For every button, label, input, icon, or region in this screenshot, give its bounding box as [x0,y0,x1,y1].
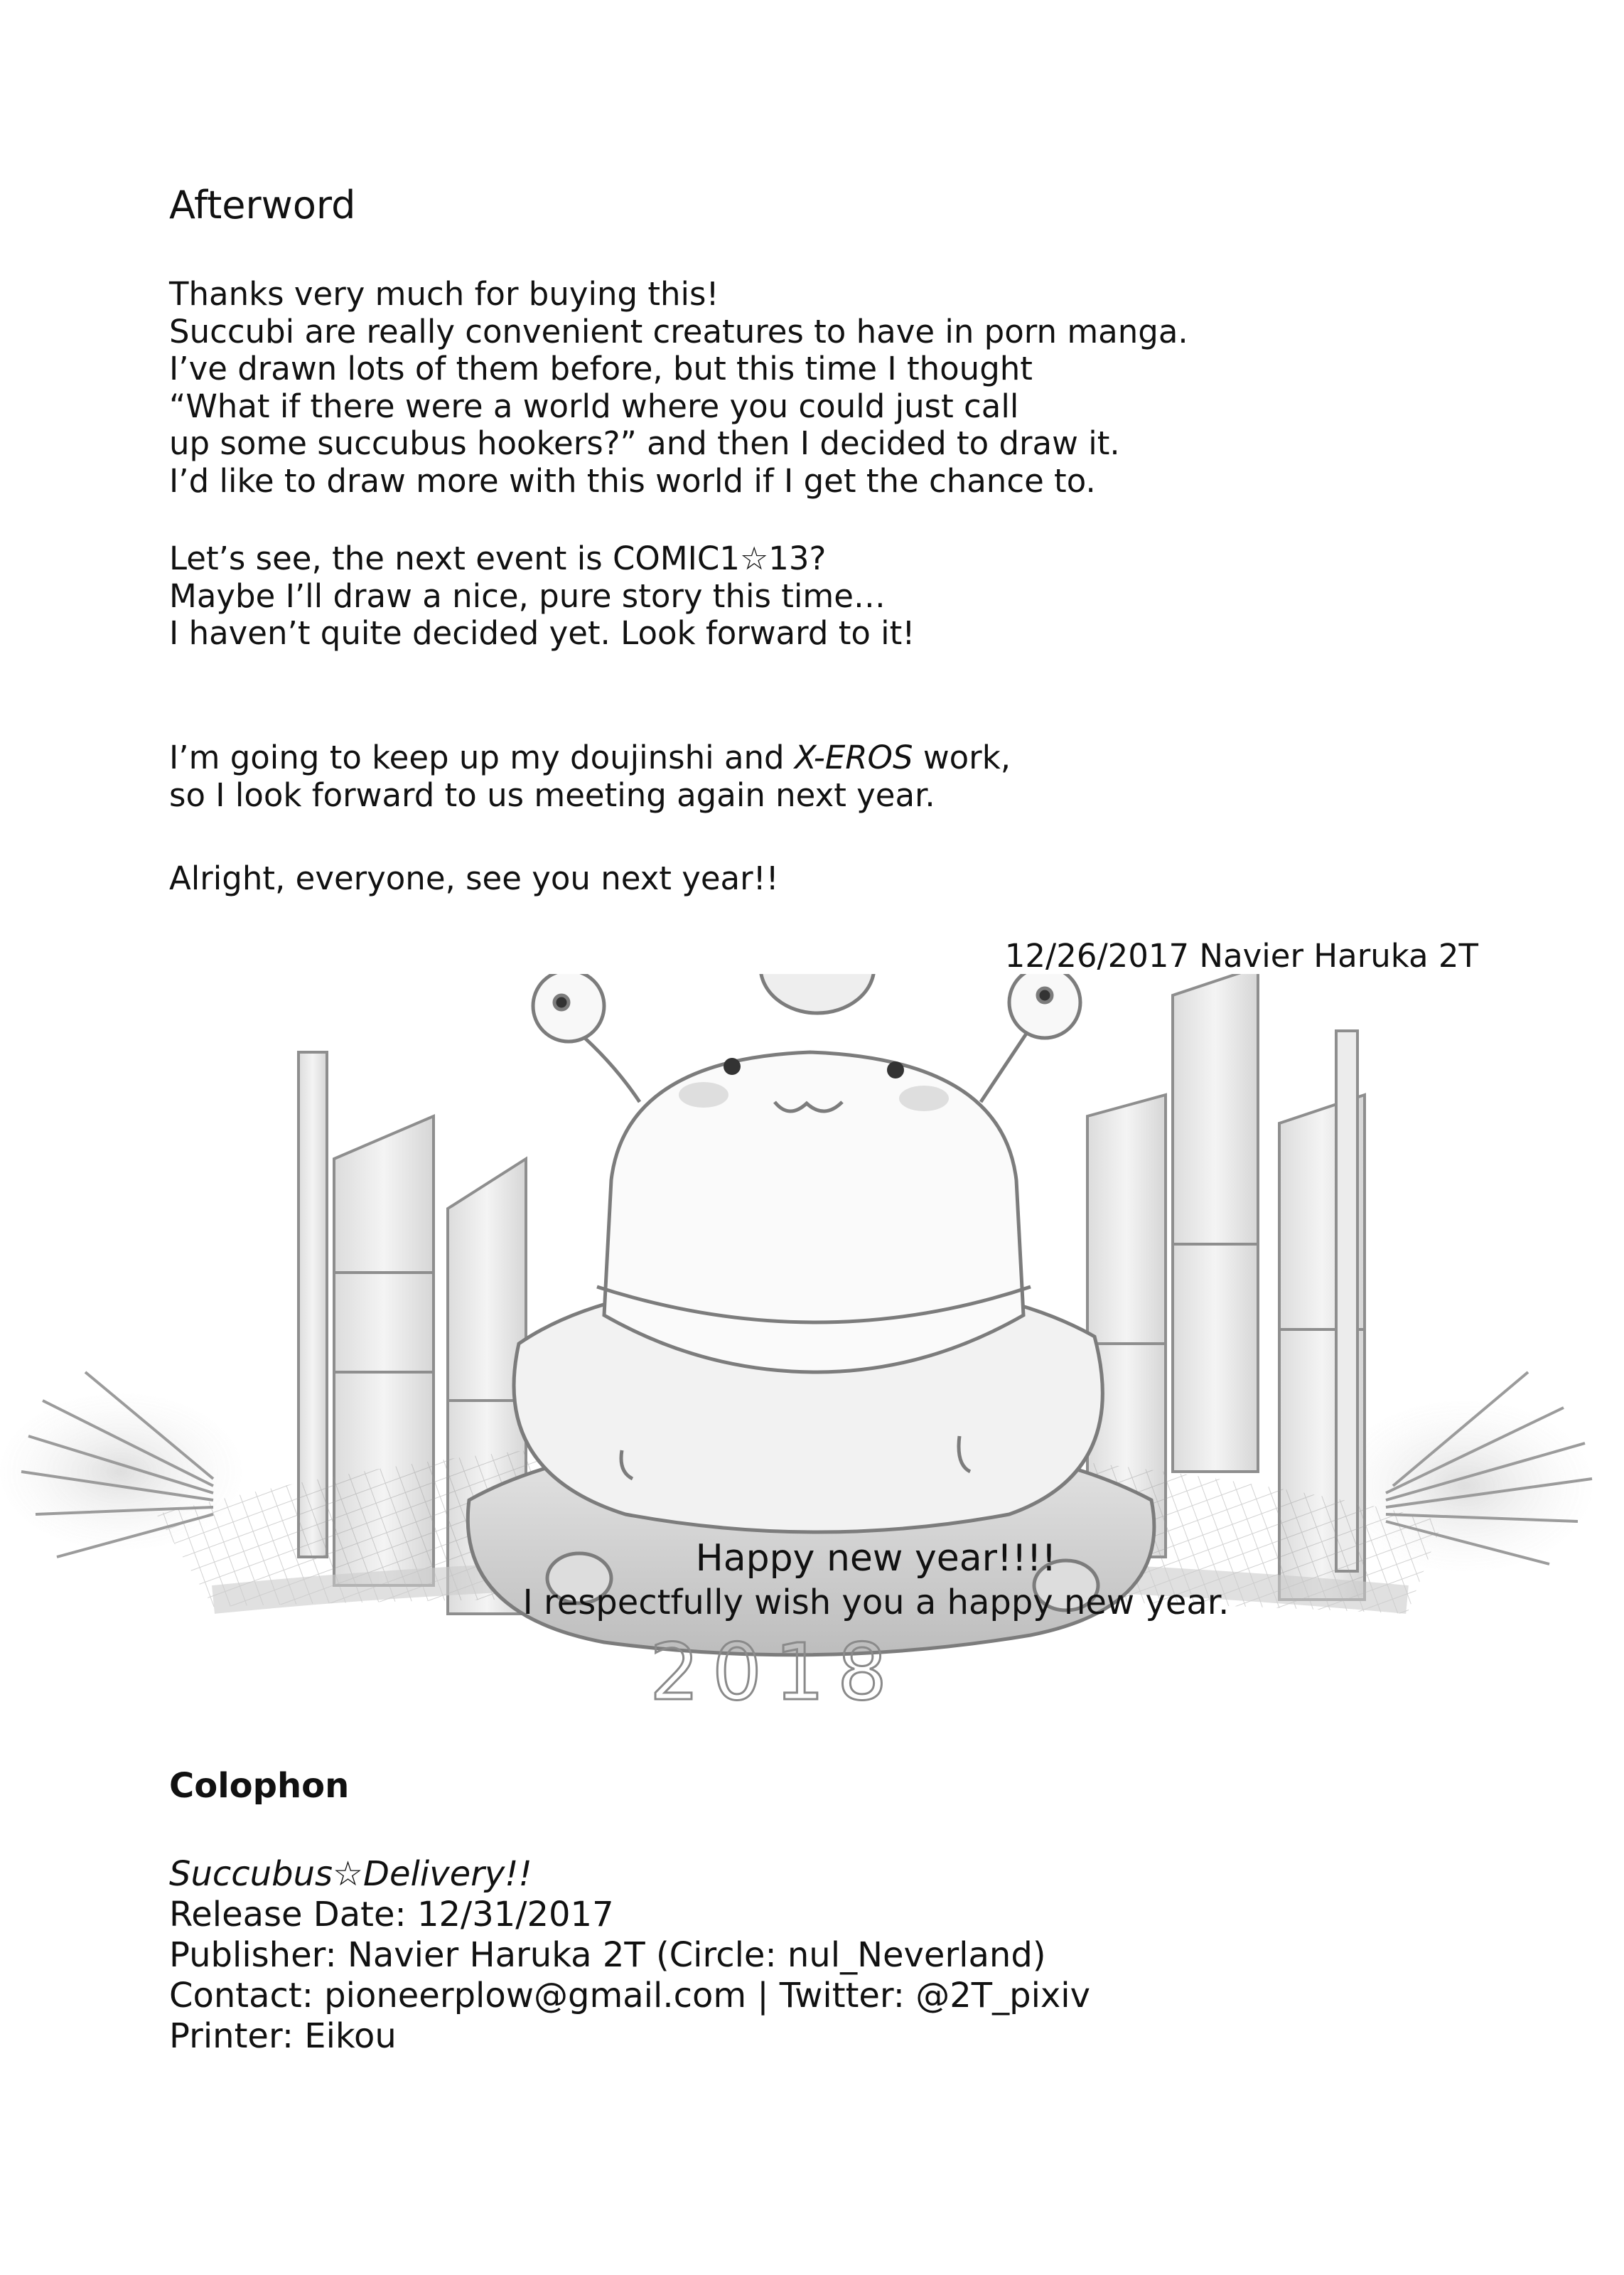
text-line: “What if there were a world where you could just call [169,387,1019,425]
text-span: work, [913,739,1011,776]
afterword-signature: 12/26/2017 Navier Haruka 2T [1004,937,1478,975]
work-title: Succubus☆Delivery!! [169,1854,532,1894]
magazine-title: X-EROS [794,739,913,776]
contact: Contact: pioneerplow@gmail.com | Twitter: @2T_pixiv [169,1976,1091,2016]
afterword-paragraph-3 [169,739,1011,814]
greeting-sub: I respectfully wish you a happy new year. [522,1583,1230,1622]
new-year-illustration [0,974,1624,1841]
publisher: Publisher: Navier Haruka 2T (Circle: nul_Neverland) [169,1935,1046,1975]
year-label: 2018 [650,1627,900,1718]
text-line: up some succubus hookers?” and then I decided to draw it. [169,424,1120,462]
afterword-paragraph-2 [169,540,915,653]
text-line: so I look forward to us meeting again next year. [169,776,935,814]
colophon-heading: Colophon [169,1766,350,1806]
afterword-paragraph-4 [169,860,779,898]
text-line: I’d like to draw more with this world if I get the chance to. [169,461,1096,500]
afterword-paragraph-1 [169,276,1188,500]
printer: Printer: Eikou [169,2016,397,2056]
text-line: Maybe I’ll draw a nice, pure story this time… [169,577,886,615]
text-line: Thanks very much for buying this! [169,275,719,313]
text-line: I haven’t quite decided yet. Look forward to it! [169,614,915,652]
greeting-main: Happy new year!!!! [695,1537,1057,1580]
release-date: Release Date: 12/31/2017 [169,1895,614,1934]
text-line [169,739,1011,777]
text-span: I’m going to keep up my doujinshi and [169,739,795,776]
afterword-heading: Afterword [169,183,356,228]
text-line: Succubi are really convenient creatures to have in porn manga. [169,312,1188,350]
colophon-details [169,1854,1090,2057]
text-line: Alright, everyone, see you next year!! [169,860,779,897]
text-line: Let’s see, the next event is COMIC1☆13? [169,540,827,577]
text-line: I’ve drawn lots of them before, but this time I thought [169,350,1033,387]
